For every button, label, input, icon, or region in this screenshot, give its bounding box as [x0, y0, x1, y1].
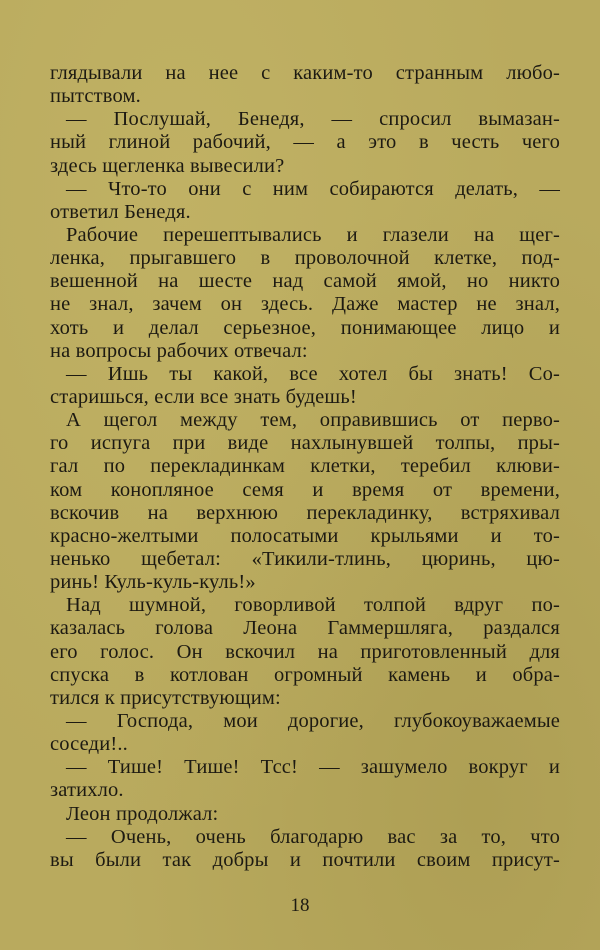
text-line: Над шумной, говорливой толпой вдруг по-: [66, 594, 560, 617]
text-line: хоть и делал серьезное, понимающее лицо и: [50, 316, 560, 339]
text-line: пытством.: [50, 85, 141, 108]
text-line: вскочив на верхнюю перекладинку, встряхивал: [50, 501, 560, 524]
text-line: — Что-то они с ним собираются делать, —: [66, 177, 560, 200]
text-line: тился к присутствующим:: [50, 686, 281, 709]
text-line: вешенной на шесте над самой ямой, но никто: [50, 270, 560, 293]
text-line: спуска в котлован огромный камень и обра-: [50, 663, 560, 686]
text-line: — Ишь ты какой, все хотел бы знать! Со-: [66, 362, 560, 385]
text-line: здесь щегленка вывесили?: [50, 154, 285, 177]
text-line: красно-желтыми полосатыми крыльями и то-: [50, 524, 560, 547]
text-line: Рабочие перешептывались и глазели на щег-: [66, 223, 560, 246]
text-line: старишься, если все знать будешь!: [50, 385, 357, 408]
text-line: на вопросы рабочих отвечал:: [50, 339, 308, 362]
text-line: А щегол между тем, оправившись от перво-: [66, 409, 560, 432]
text-line: не знал, зачем он здесь. Даже мастер не знал,: [50, 293, 560, 316]
text-line: — Господа, мои дорогие, глубокоуважаемые: [66, 709, 560, 732]
text-line: гал по перекладинкам клетки, теребил клюви-: [50, 455, 560, 478]
text-line: Леон продолжал:: [66, 802, 219, 825]
text-line: ненько щебетал: «Тикили-тлинь, цюринь, цю-: [50, 547, 560, 570]
page-number: 18: [290, 895, 310, 916]
text-line: го испуга при виде нахлынувшей толпы, пры-: [50, 432, 560, 455]
text-line: — Очень, очень благодарю вас за то, что: [66, 825, 560, 848]
text-line: ленка, прыгавшего в проволочной клетке, под-: [50, 247, 560, 270]
text-line: соседи!..: [50, 733, 128, 756]
text-line: казалась голова Леона Гаммершляга, раздался: [50, 617, 560, 640]
text-line: ринь! Куль-куль-куль!»: [50, 571, 256, 594]
text-line: его голос. Он вскочил на приготовленный для: [50, 640, 560, 663]
text-line: затихло.: [50, 779, 124, 802]
page-text: [50, 62, 560, 872]
text-line: ком конопляное семя и время от времени,: [50, 478, 560, 501]
text-line: ответил Бенедя.: [50, 200, 191, 223]
text-line: вы были так добры и почтили своим присут-: [50, 848, 560, 871]
text-line: ный глиной рабочий, — а это в честь чего: [50, 131, 560, 154]
text-line: глядывали на нее с каким-то странным любо-: [50, 62, 560, 84]
text-line: — Послушай, Бенедя, — спросил вымазан-: [66, 108, 560, 131]
text-line: — Тише! Тише! Тсс! — зашумело вокруг и: [66, 756, 560, 779]
